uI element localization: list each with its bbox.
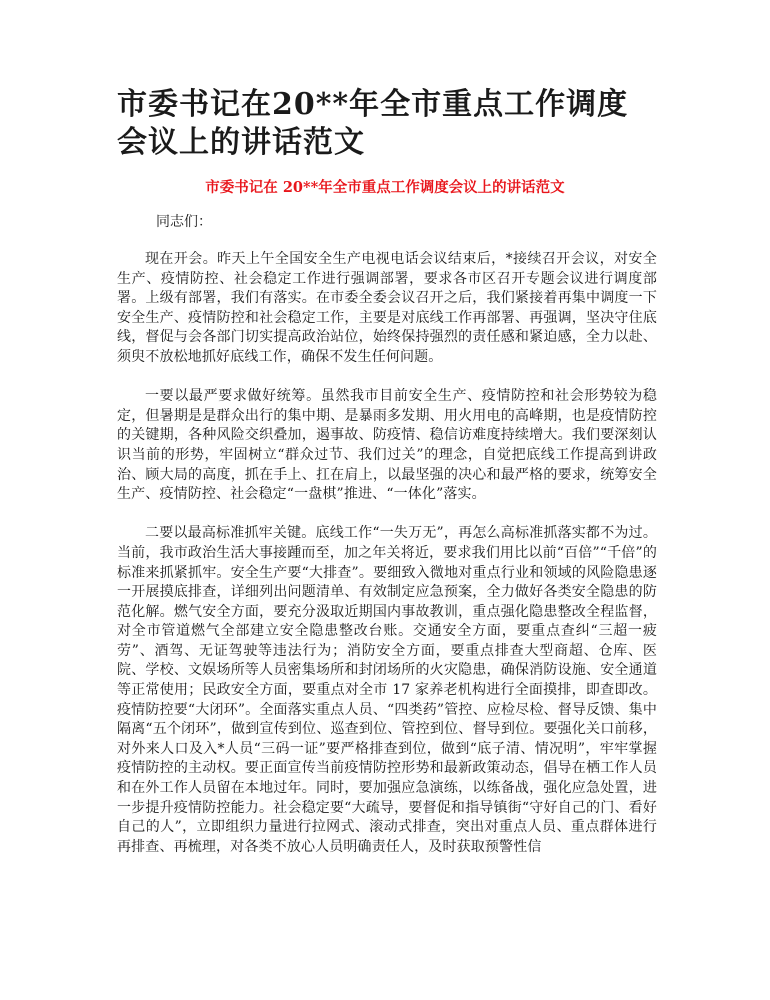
body-text <box>117 250 657 877</box>
salutation: 同志们： <box>156 214 212 230</box>
document-subtitle: 市委书记在 20**年全市重点工作调度会议上的讲话范文 <box>205 179 565 196</box>
paragraph: 二要以最高标准抓牢关键。底线工作“一失万无”，再怎么高标准抓落实都不为过。当前，我市政治生活大事接踵而至，加之年关将近，要求我们用比以前“百倍”“千倍”的标准来抓紧抓牢。安全生产要“大排查”。要细致入微地对重点行业和领域的风险隐患逐一开展摸底排查，详细列出问题清单、有效制定应急预案，全力做好各类安全隐患的防范化解。燃气安全方面，要充分汲取近期国内事故教训，重点强化隐患整改全程监督，对全市管道燃气全部建立安全隐患整改台账。交通安全方面，要重点查纠“三超一疲劳”、酒驾、无证驾驶等违法行为；消防安全方面，要重点排查大型商超、仓库、医院、学校、文娱场所等人员密集场所和封闭场所的火灾隐患，确保消防设施、安全通道等正常使用；民政安全方面，要重点对全市 17 家养老机构进行全面摸排，即查即改。疫情防控要“大闭环”。全面落实重点人员、“四类药”管控、应检尽检、督导反馈、集中隔离“五个闭环”，做到宣传到位、巡查到位、管控到位、督导到位。要强化关口前移，对外来人口及入*人员“三码一证”要严格排查到位，做到“底子清、情况明”，牢牢掌握疫情防控的主动权。要正面宣传当前疫情防控形势和最新政策动态，倡导在栖工作人员和在外工作人员留在本地过年。同时，要加强应急演练，以练备战，强化应急处置，进一步提升疫情防控能力。社会稳定要“大疏导，要督促和指导镇街“守好自己的门、看好自己的人”，立即组织力量进行拉网式、滚动式排查，突出对重点人员、重点群体进行再排查、再梳理，对各类不放心人员明确责任人，及时获取预警性信 <box>117 525 657 855</box>
document-title: 市委书记在20**年全市重点工作调度会议上的讲话范文 <box>117 87 629 160</box>
paragraph: 一要以最严要求做好统筹。虽然我市目前安全生产、疫情防控和社会形势较为稳定，但暑期是是群众出行的集中期、是暴雨多发期、用火用电的高峰期，也是疫情防控的关键期，各种风险交织叠加，遏事故、防疫情、稳信访难度持续增大。我们要深刻认识当前的形势，牢固树立“群众过节、我们过关”的理念，自觉把底线工作提高到讲政治、顾大局的高度，抓在手上、扛在肩上，以最坚强的决心和最严格的要求，统筹安全生产、疫情防控、社会稳定“一盘棋”推进、“一体化”落实。 <box>117 388 657 503</box>
paragraph: 现在开会。昨天上午全国安全生产电视电话会议结束后，*接续召开会议，对安全生产、疫情防控、社会稳定工作进行强调部署，要求各市区召开专题会议进行调度部署。上级有部署，我们有落实。在市委全委会议召开之后，我们紧接着再集中调度一下安全生产、疫情防控和社会稳定工作，主要是对底线工作再部署、再强调，坚决守住底线，督促与会各部门切实提高政治站位，始终保持强烈的责任感和紧迫感，全力以赴、须臾不放松地抓好底线工作，确保不发生任何问题。 <box>117 251 657 365</box>
